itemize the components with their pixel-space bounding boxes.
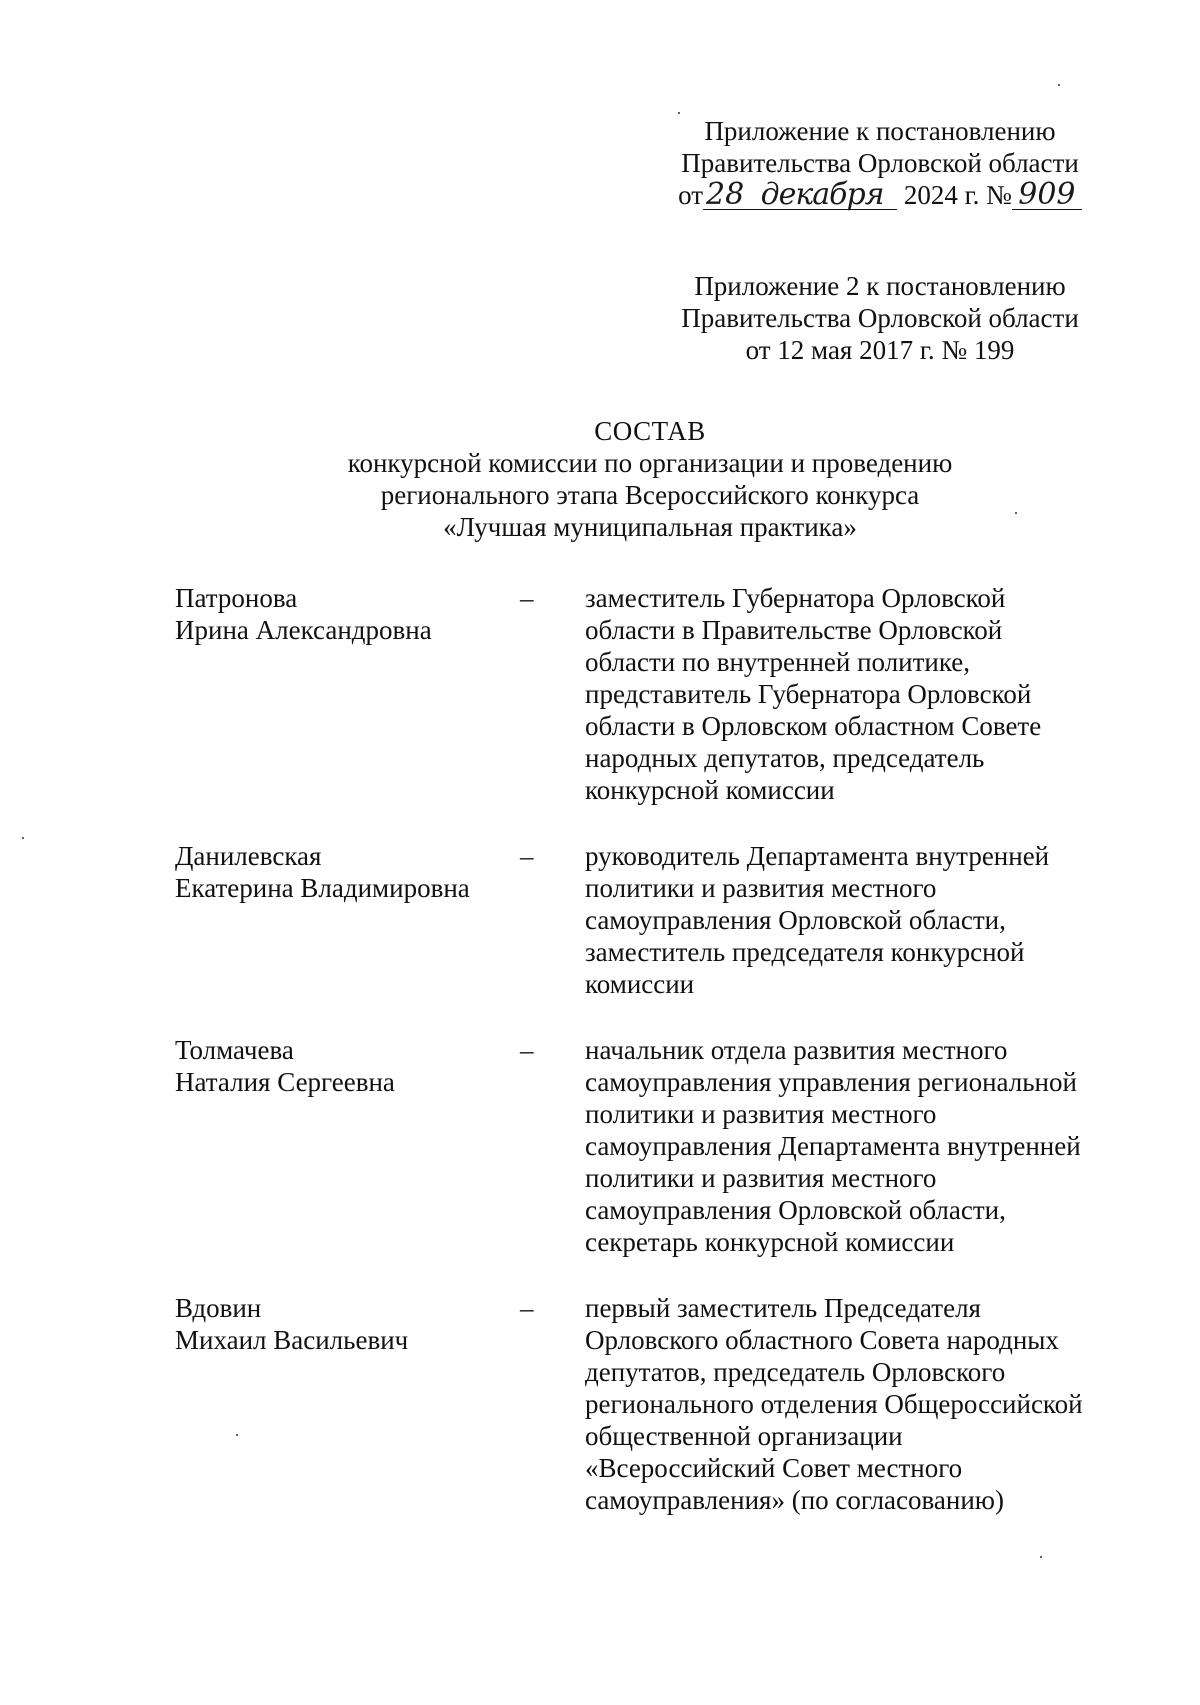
scan-speck xyxy=(1015,512,1017,514)
heading-line-3: «Лучшая муниципальная практика» xyxy=(443,512,857,542)
scan-speck xyxy=(236,1434,238,1436)
approval-line-2: Правительства Орловской области xyxy=(681,148,1079,178)
member-name xyxy=(175,840,520,904)
heading-title: СОСТАВ xyxy=(594,416,706,446)
member-name xyxy=(175,1034,520,1098)
date-year: 2024 г. № xyxy=(903,180,1012,210)
member-given-name: Наталия Сергеевна xyxy=(175,1067,395,1097)
member-role: начальник отдела развития местного самоуправления управления региональной политики и развития местного самоуправления Департамента внутренней политики и развития местного самоуправления Орловской области, секретарь конкурсной комиссии xyxy=(585,1035,1081,1257)
member-dash: – xyxy=(520,1035,534,1065)
member-role: руководитель Департамента внутренней политики и развития местного самоуправления Орловской области, заместитель председателя конкурсной комиссии xyxy=(585,841,1050,999)
approval-date-line xyxy=(660,179,1100,211)
member-dash: – xyxy=(520,1293,534,1323)
member-row xyxy=(175,1292,1135,1516)
appendix2-line-1: Приложение 2 к постановлению xyxy=(694,271,1066,301)
handwritten-day: 28 xyxy=(703,181,747,210)
scan-speck xyxy=(22,837,24,839)
scan-speck xyxy=(1058,84,1060,86)
member-row xyxy=(175,582,1135,806)
member-surname: Патронова xyxy=(175,583,298,613)
member-row xyxy=(175,1034,1135,1258)
commission-members-list xyxy=(175,582,1135,1516)
heading-line-1: конкурсной комиссии по организации и проведению xyxy=(347,448,953,478)
appendix-2-block xyxy=(660,270,1100,366)
member-dash: – xyxy=(520,583,534,613)
approval-stamp-block xyxy=(660,115,1100,211)
scan-speck xyxy=(1040,1556,1042,1558)
date-prefix: от xyxy=(678,180,704,210)
member-surname: Вдовин xyxy=(175,1293,262,1323)
handwritten-number: 909 xyxy=(1012,181,1082,210)
member-given-name: Ирина Александровна xyxy=(175,615,432,645)
member-role: первый заместитель Председателя Орловского областного Совета народных депутатов, председатель Орловского регионального отделения Общероссийской общественной организации «Всероссийский Совет местного самоуправления» (по согласованию) xyxy=(585,1293,1083,1515)
handwritten-month: декабря xyxy=(747,181,897,210)
approval-line-1: Приложение к постановлению xyxy=(704,116,1056,146)
member-given-name: Екатерина Владимировна xyxy=(175,873,470,903)
appendix2-line-2: Правительства Орловской области xyxy=(681,303,1079,333)
heading-line-2: регионального этапа Всероссийского конкурса xyxy=(380,480,920,510)
member-given-name: Михаил Васильевич xyxy=(175,1325,409,1355)
member-surname: Данилевская xyxy=(175,841,322,871)
member-dash: – xyxy=(520,841,534,871)
scan-speck xyxy=(678,112,680,114)
appendix2-line-3: от 12 мая 2017 г. № 199 xyxy=(745,335,1015,365)
member-row xyxy=(175,840,1135,1000)
member-name xyxy=(175,582,520,646)
member-surname: Толмачева xyxy=(175,1035,294,1065)
member-role: заместитель Губернатора Орловской области в Правительстве Орловской области по внутренней политике, представитель Губернатора Орловской области в Орловском областном Совете народных депутатов, председатель конкурсной комиссии xyxy=(585,583,1042,805)
member-name xyxy=(175,1292,520,1356)
document-heading xyxy=(250,415,1050,543)
